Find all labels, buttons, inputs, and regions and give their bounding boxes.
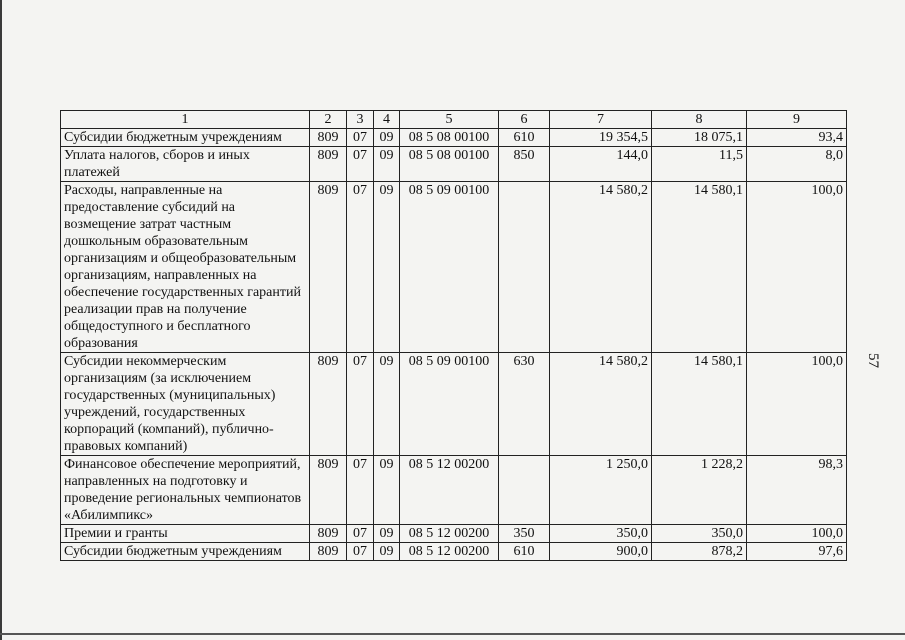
cell-executed: 18 075,1 <box>652 129 747 147</box>
header-cell: 1 <box>61 111 310 129</box>
page-left-edge <box>0 0 2 640</box>
cell-section: 07 <box>347 543 374 561</box>
cell-planned: 19 354,5 <box>550 129 652 147</box>
header-cell: 7 <box>550 111 652 129</box>
cell-subsection: 09 <box>374 129 400 147</box>
row-name: Субсидии некоммерческим организациям (за исключением государственных (муниципальных) учреждений, государственных корпораций (компаний), публично-правовых компаний) <box>61 353 310 456</box>
cell-target-article: 08 5 12 00200 <box>400 456 499 525</box>
cell-section: 07 <box>347 147 374 182</box>
table-row <box>61 353 847 456</box>
cell-percent: 8,0 <box>747 147 847 182</box>
cell-ministry: 809 <box>310 182 347 353</box>
header-cell: 4 <box>374 111 400 129</box>
cell-section: 07 <box>347 353 374 456</box>
cell-target-article: 08 5 09 00100 <box>400 182 499 353</box>
row-name: Субсидии бюджетным учреждениям <box>61 129 310 147</box>
cell-ministry: 809 <box>310 353 347 456</box>
cell-percent: 93,4 <box>747 129 847 147</box>
cell-subsection: 09 <box>374 525 400 543</box>
cell-target-article: 08 5 09 00100 <box>400 353 499 456</box>
page-bottom-edge <box>0 633 905 635</box>
cell-expense-type: 630 <box>499 353 550 456</box>
cell-planned: 144,0 <box>550 147 652 182</box>
row-name: Расходы, направленные на предоставление субсидий на возмещение затрат частным дошкольным образовательным организациям и общеобразовательным организациям, направленных на обеспечение государственных гарантий реализации прав на получение общедоступного и бесплатного образования <box>61 182 310 353</box>
cell-expense-type: 850 <box>499 147 550 182</box>
cell-planned: 900,0 <box>550 543 652 561</box>
table-row <box>61 543 847 561</box>
table-row <box>61 129 847 147</box>
cell-ministry: 809 <box>310 147 347 182</box>
cell-expense-type: 610 <box>499 543 550 561</box>
page-number: 57 <box>865 353 881 368</box>
table-header-row <box>61 111 847 129</box>
cell-subsection: 09 <box>374 543 400 561</box>
cell-percent: 100,0 <box>747 353 847 456</box>
cell-percent: 97,6 <box>747 543 847 561</box>
cell-section: 07 <box>347 456 374 525</box>
cell-subsection: 09 <box>374 353 400 456</box>
cell-executed: 878,2 <box>652 543 747 561</box>
budget-table <box>60 110 847 561</box>
cell-percent: 100,0 <box>747 525 847 543</box>
row-name: Премии и гранты <box>61 525 310 543</box>
cell-section: 07 <box>347 129 374 147</box>
cell-planned: 14 580,2 <box>550 353 652 456</box>
cell-target-article: 08 5 08 00100 <box>400 129 499 147</box>
cell-expense-type: 610 <box>499 129 550 147</box>
cell-executed: 14 580,1 <box>652 353 747 456</box>
cell-planned: 1 250,0 <box>550 456 652 525</box>
cell-expense-type <box>499 182 550 353</box>
cell-section: 07 <box>347 182 374 353</box>
cell-section: 07 <box>347 525 374 543</box>
cell-ministry: 809 <box>310 456 347 525</box>
row-name: Субсидии бюджетным учреждениям <box>61 543 310 561</box>
row-name: Уплата налогов, сборов и иных платежей <box>61 147 310 182</box>
cell-target-article: 08 5 08 00100 <box>400 147 499 182</box>
cell-percent: 100,0 <box>747 182 847 353</box>
cell-percent: 98,3 <box>747 456 847 525</box>
cell-subsection: 09 <box>374 456 400 525</box>
row-name: Финансовое обеспечение мероприятий, направленных на подготовку и проведение региональных чемпионатов «Абилимпикс» <box>61 456 310 525</box>
header-cell: 2 <box>310 111 347 129</box>
cell-planned: 350,0 <box>550 525 652 543</box>
cell-executed: 14 580,1 <box>652 182 747 353</box>
table-row <box>61 525 847 543</box>
table-row <box>61 147 847 182</box>
cell-ministry: 809 <box>310 525 347 543</box>
cell-executed: 1 228,2 <box>652 456 747 525</box>
header-cell: 8 <box>652 111 747 129</box>
cell-target-article: 08 5 12 00200 <box>400 525 499 543</box>
table-row <box>61 182 847 353</box>
table-row <box>61 456 847 525</box>
cell-expense-type <box>499 456 550 525</box>
header-cell: 9 <box>747 111 847 129</box>
cell-expense-type: 350 <box>499 525 550 543</box>
cell-subsection: 09 <box>374 147 400 182</box>
header-cell: 5 <box>400 111 499 129</box>
cell-executed: 11,5 <box>652 147 747 182</box>
cell-ministry: 809 <box>310 129 347 147</box>
header-cell: 3 <box>347 111 374 129</box>
header-cell: 6 <box>499 111 550 129</box>
cell-target-article: 08 5 12 00200 <box>400 543 499 561</box>
cell-subsection: 09 <box>374 182 400 353</box>
cell-ministry: 809 <box>310 543 347 561</box>
cell-planned: 14 580,2 <box>550 182 652 353</box>
cell-executed: 350,0 <box>652 525 747 543</box>
